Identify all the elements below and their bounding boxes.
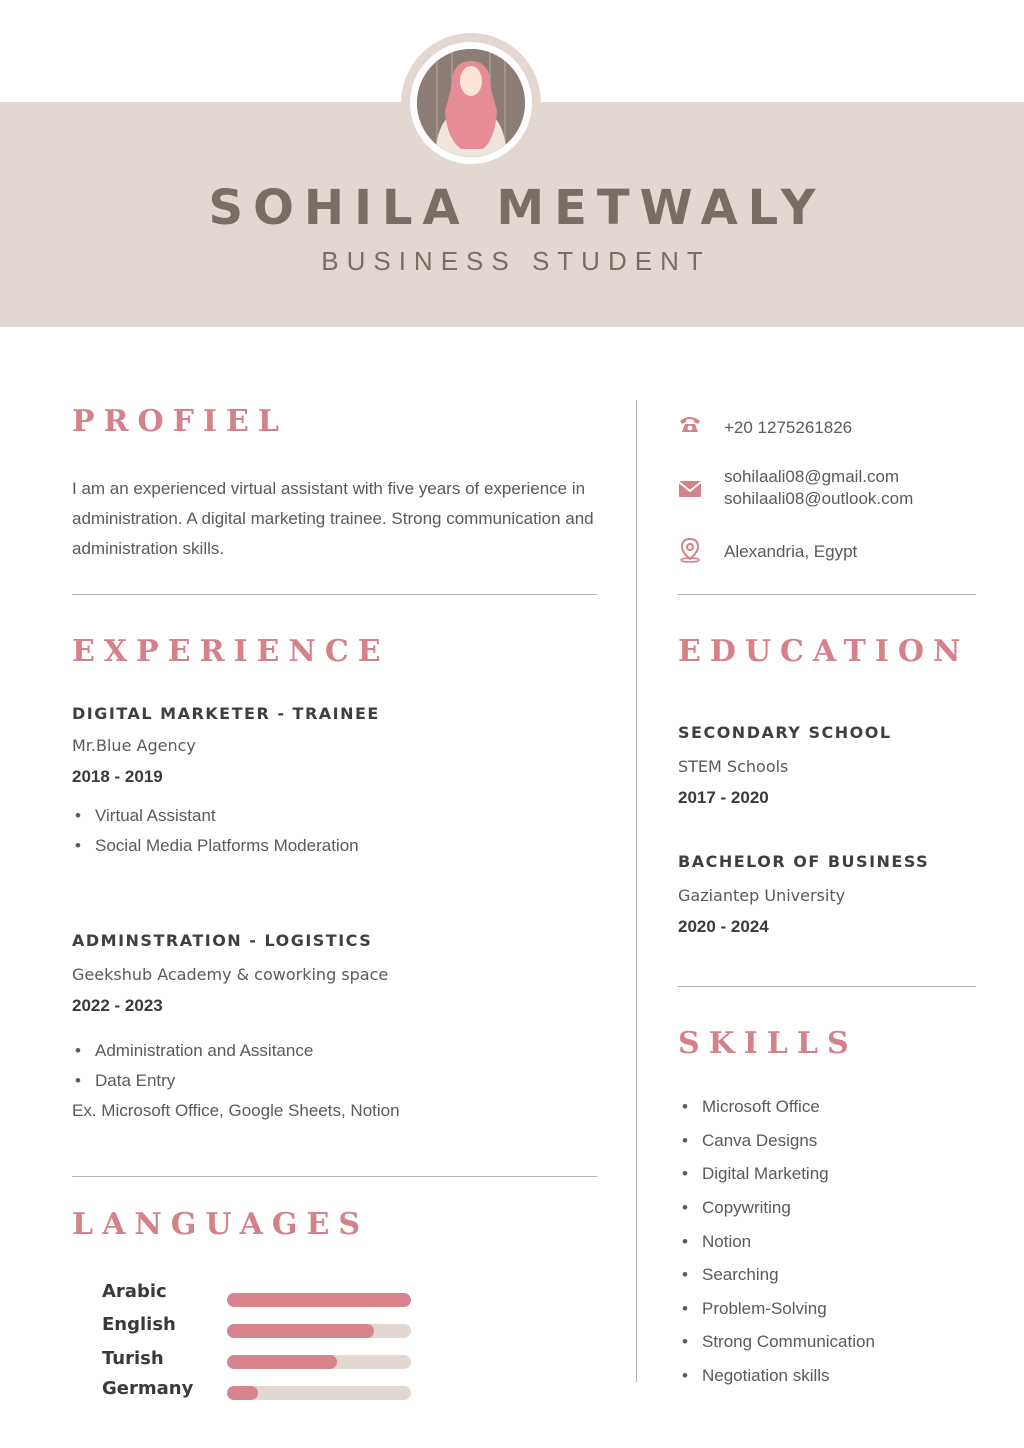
skill-item: • Canva Designs: [702, 1131, 817, 1151]
language-level-bar: [227, 1386, 411, 1400]
language-name: Germany: [102, 1378, 194, 1399]
skill-item: • Notion: [702, 1232, 751, 1252]
avatar-illustration-icon: [417, 49, 525, 157]
skill-item: • Copywriting: [702, 1198, 791, 1218]
location-pin-icon: [677, 537, 703, 563]
language-level-fill: [227, 1355, 337, 1369]
location-text: Alexandria, Egypt: [724, 542, 858, 561]
language-level-fill: [227, 1324, 374, 1338]
email-secondary[interactable]: sohilaali08@outlook.com: [724, 489, 914, 508]
profile-heading: PROFIEL: [72, 404, 288, 439]
education-years: 2020 - 2024: [678, 917, 769, 936]
job-years: 2018 - 2019: [72, 767, 163, 786]
skill-item: • Problem-Solving: [702, 1299, 827, 1319]
job-tools: Ex. Microsoft Office, Google Sheets, Notion: [72, 1101, 400, 1120]
job-org: Geekshub Academy & coworking space: [72, 965, 389, 984]
language-level-fill: [227, 1293, 411, 1307]
job-bullet: • Social Media Platforms Moderation: [95, 836, 359, 856]
avatar: [417, 49, 525, 157]
divider: [72, 594, 597, 595]
education-org: Gaziantep University: [678, 886, 846, 905]
divider: [678, 986, 976, 987]
candidate-name: SOHILA METWALY: [208, 180, 826, 236]
skill-item: • Strong Communication: [702, 1332, 875, 1352]
job-years: 2022 - 2023: [72, 996, 163, 1015]
phone-icon: [677, 412, 703, 438]
education-years: 2017 - 2020: [678, 788, 769, 807]
education-title: SECONDARY SCHOOL: [678, 723, 892, 742]
experience-heading: EXPERIENCE: [72, 634, 390, 669]
column-divider: [636, 400, 637, 1382]
skills-heading: SKILLS: [678, 1026, 858, 1061]
education-org: STEM Schools: [678, 757, 789, 776]
language-level-bar: [227, 1324, 411, 1338]
email-primary[interactable]: sohilaali08@gmail.com: [724, 467, 900, 486]
language-level-bar: [227, 1293, 411, 1307]
skill-item: • Searching: [702, 1265, 779, 1285]
language-name: Turish: [102, 1348, 164, 1369]
education-title: BACHELOR OF BUSINESS: [678, 852, 930, 871]
skill-item: • Negotiation skills: [702, 1366, 830, 1386]
divider: [72, 1176, 597, 1177]
phone-number: +20 1275261826: [724, 418, 853, 437]
avatar-frame: [401, 33, 541, 173]
job-title: ADMINSTRATION - LOGISTICS: [72, 931, 373, 950]
skill-item: • Digital Marketing: [702, 1164, 829, 1184]
skill-item: • Microsoft Office: [702, 1097, 820, 1117]
education-heading: EDUCATION: [678, 634, 970, 669]
job-title: DIGITAL MARKETER - TRAINEE: [72, 704, 380, 723]
job-bullet: • Administration and Assitance: [95, 1041, 313, 1061]
language-level-bar: [227, 1355, 411, 1369]
job-org: Mr.Blue Agency: [72, 736, 196, 755]
job-bullet: • Data Entry: [95, 1071, 175, 1091]
mail-icon: [677, 476, 703, 502]
language-level-fill: [227, 1386, 258, 1400]
language-name: English: [102, 1314, 176, 1335]
language-name: Arabic: [102, 1281, 167, 1302]
job-bullet: • Virtual Assistant: [95, 806, 216, 826]
divider: [678, 594, 976, 595]
candidate-title: BUSINESS STUDENT: [321, 246, 711, 276]
profile-text: I am an experienced virtual assistant with five years of experience in administration. A digital marketing trainee. Strong communication and administration skills.: [72, 479, 594, 558]
languages-heading: LANGUAGES: [72, 1207, 370, 1242]
